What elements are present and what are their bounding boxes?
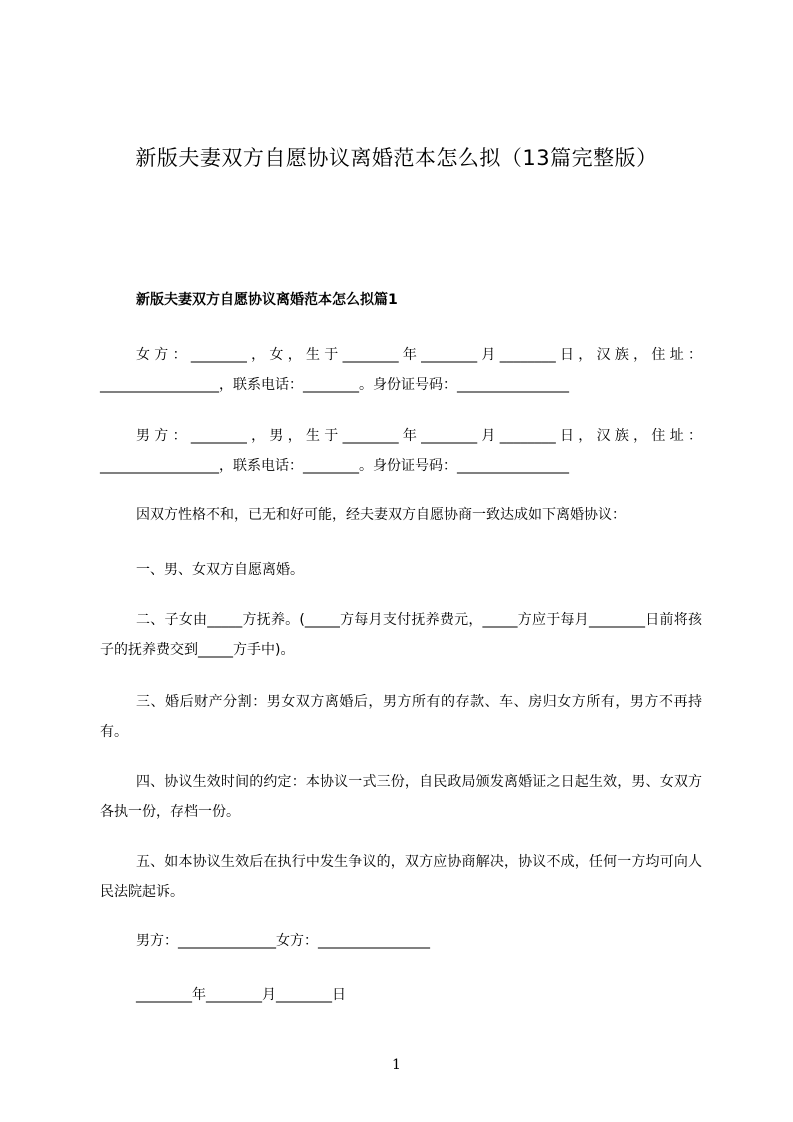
clause-two: 二、子女由_____方抚养。(_____方每月支付抚养费元，_____方应于每月________日前将孩子的抚养费交到_____方手中)。 [100,612,702,658]
clause-three: 三、婚后财产分割：男女双方离婚后，男方所有的存款、车、房归女方所有，男方不再持有。 [100,694,702,740]
clause-four: 四、协议生效时间的约定：本协议一式三份，自民政局颁发离婚证之日起生效，男、女双方各执一份，存档一份。 [100,774,702,820]
document-title: 新版夫妻双方自愿协议离婚范本怎么拟（13篇完整版） [135,146,658,170]
date-line: ________年________月________日 [136,987,346,1003]
man-info-paragraph: 男方：________，男，生于________年________月________日，汉族，住址：_________________，联系电话：________。身份证号码：________________ [100,428,702,474]
clause-one: 一、男、女双方自愿离婚。 [136,562,304,578]
section-heading: 新版夫妻双方自愿协议离婚范本怎么拟篇1 [136,292,398,308]
signature-line: 男方：______________女方：________________ [136,933,430,949]
reason-paragraph: 因双方性格不和，已无和好可能，经夫妻双方自愿协商一致达成如下离婚协议： [136,507,626,523]
page-number: 1 [392,1057,401,1073]
clause-five: 五、如本协议生效后在执行中发生争议的，双方应协商解决，协议不成，任何一方均可向人民法院起诉。 [100,854,702,900]
woman-info-paragraph: 女方：________，女，生于________年________月________日，汉族，住址：_________________，联系电话：________。身份证号码：________________ [100,347,702,393]
